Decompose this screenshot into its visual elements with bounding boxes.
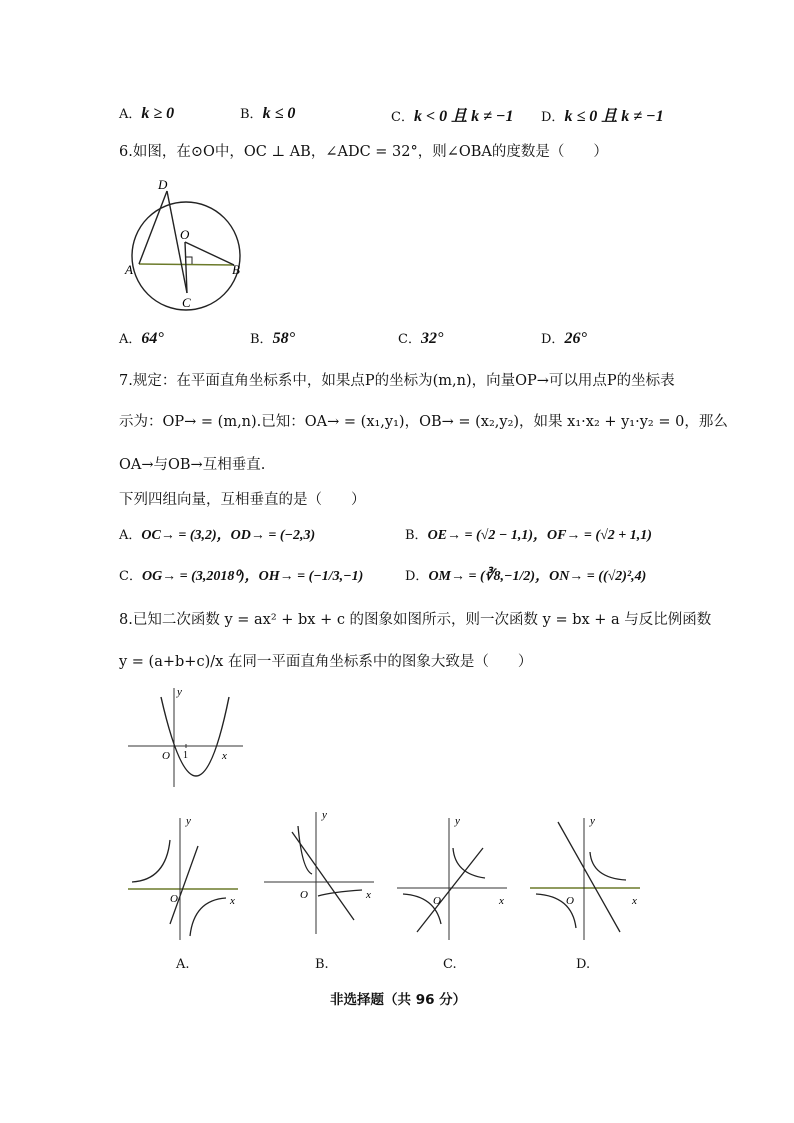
label-y: y (186, 815, 191, 827)
q6-option-b: B．58° (250, 330, 295, 347)
q7-option-a: A．OC→ = (3,2)，OD→ = (−2,3) (119, 528, 316, 543)
q7-option-b: B．OE→ = (√2 − 1,1)，OF→ = (√2 + 1,1) (405, 528, 652, 543)
linear-function (170, 846, 198, 924)
q8-choice-a-label: A. (176, 957, 190, 972)
q7-line-3: OA→与OB→互相垂直. (119, 457, 266, 473)
q8-choice-b-label: B. (315, 957, 329, 972)
label-c: C (182, 295, 191, 310)
label-x: x (222, 750, 227, 762)
q8-line-1: 8.已知二次函数 y = ax² + bx + c 的图象如图所示，则一次函数 y = bx + a 与反比例函数 (119, 612, 712, 628)
label-o: O (180, 227, 190, 242)
label-y: y (590, 815, 595, 827)
hyperbola-branch-1 (132, 840, 170, 882)
parabola-curve (161, 697, 229, 776)
q5-option-b: B．k ≤ 0 (240, 105, 296, 122)
q8-choice-d-graph (528, 812, 648, 942)
segment-da (139, 191, 167, 264)
q6-circle-figure (120, 172, 260, 312)
label-o: O (300, 889, 308, 901)
q7-option-c: C．OG→ = (3,2018⁰)，OH→ = (−1/3,−1) (119, 569, 364, 584)
q8-choice-a-graph (126, 812, 246, 942)
q6-option-d: D．26° (541, 330, 587, 347)
q8-choice-d-label: D. (576, 957, 591, 972)
label-d: D (158, 177, 168, 192)
q8-choice-c-graph (395, 812, 515, 942)
q5-option-c: C．k < 0 且 k ≠ −1 (391, 108, 514, 125)
hyperbola-branch-1 (590, 852, 626, 880)
q8-line-2: y = (a+b+c)/x 在同一平面直角坐标系中的图象大致是（ ） (119, 654, 533, 670)
right-angle-mark (186, 257, 192, 264)
label-o: O (162, 750, 170, 762)
q6-stem: 6.如图，在⊙O中，OC ⊥ AB，∠ADC = 32°，则∠OBA的度数是（ ） (119, 144, 608, 160)
label-o: O (566, 895, 574, 907)
label-x: x (632, 895, 637, 907)
label-o: O (433, 895, 441, 907)
q7-question: 下列四组向量，互相垂直的是（ ） (119, 492, 366, 508)
label-y: y (322, 809, 327, 821)
label-y: y (455, 815, 460, 827)
q7-line-2: 示为：OP→ = (m,n).已知：OA→ = (x₁,y₁)，OB→ = (x₂,y₂)，如果 x₁·x₂ + y₁·y₂ = 0，那么 (119, 414, 728, 430)
q8-choice-b-graph (262, 806, 382, 936)
label-b: B (232, 262, 240, 277)
label-x: x (499, 895, 504, 907)
linear-function (292, 832, 354, 920)
label-a: A (125, 262, 133, 277)
q5-option-a: A．k ≥ 0 (119, 105, 175, 122)
q5-option-d: D．k ≤ 0 且 k ≠ −1 (541, 108, 664, 125)
q7-line-1: 7.规定：在平面直角坐标系中，如果点P的坐标为(m,n)，向量OP→可以用点P的坐标表 (119, 373, 675, 389)
q8-parabola-graph (125, 685, 245, 790)
hyperbola-branch-2 (190, 898, 226, 936)
q6-option-c: C．32° (398, 330, 444, 347)
label-x: x (366, 889, 371, 901)
linear-function (417, 848, 483, 932)
label-x: x (230, 895, 235, 907)
q7-option-d: D．OM→ = (∛8,−1/2)，ON→ = ((√2)²,4) (405, 569, 647, 584)
segment-dc (167, 191, 187, 293)
hyperbola-branch-2 (318, 890, 362, 896)
label-y: y (177, 686, 182, 698)
label-one: 1 (183, 750, 188, 761)
q8-choice-c-label: C. (443, 957, 457, 972)
q6-option-a: A．64° (119, 330, 164, 347)
label-o: O (170, 893, 178, 905)
section-heading-non-choice: 非选择题（共 96 分） (330, 992, 467, 1008)
